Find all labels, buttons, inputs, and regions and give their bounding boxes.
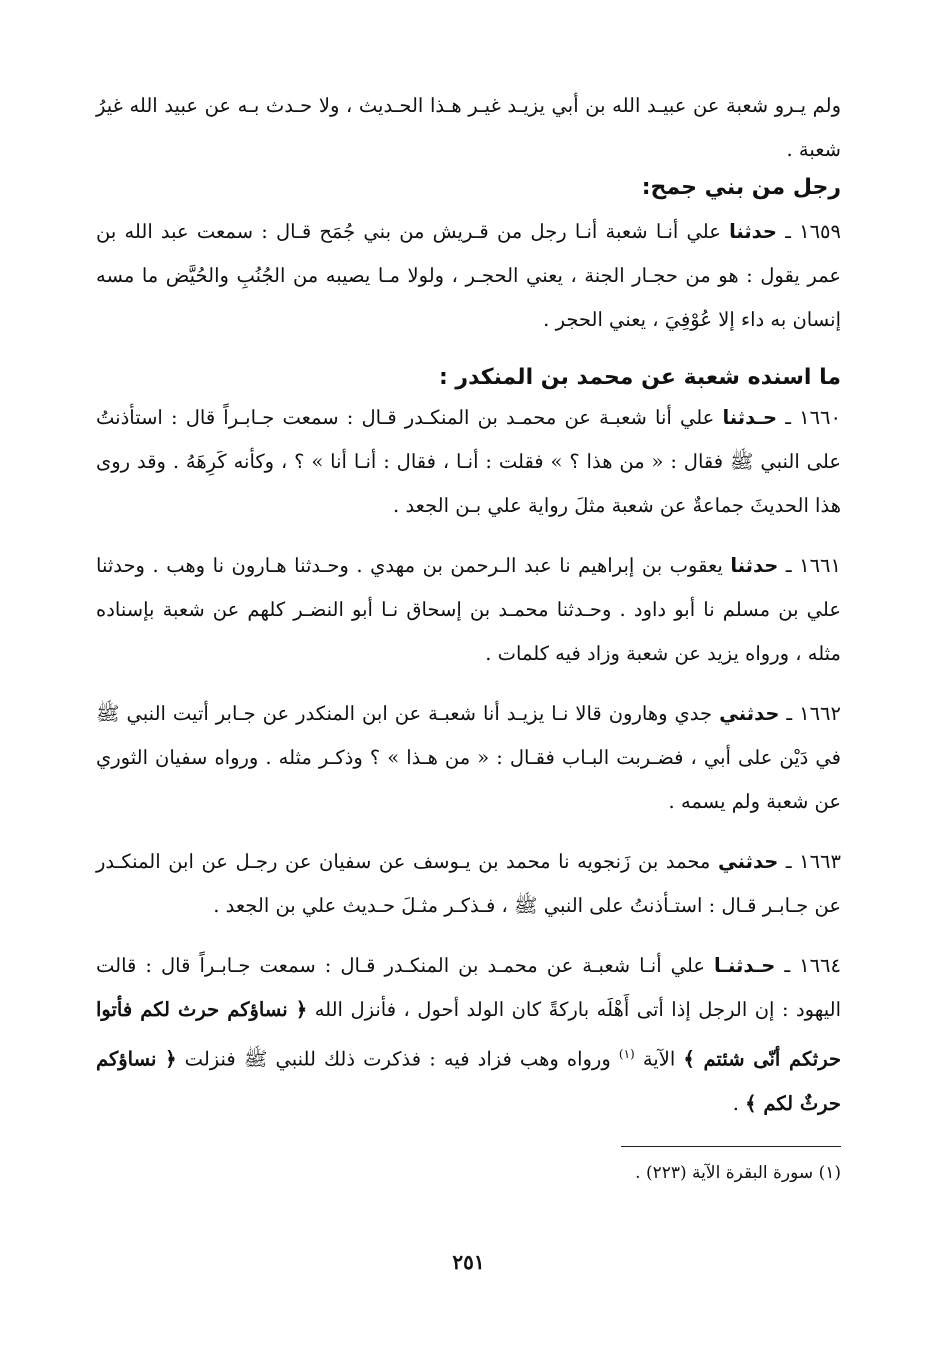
section-heading-ibn-munkadir: ما اسنده شعبة عن محمد بن المنكدر : <box>438 365 841 390</box>
hadith-keyword: حدثني <box>717 850 779 873</box>
footnote-divider <box>621 1146 841 1147</box>
hadith-number: ١٦٦٢ ـ <box>786 702 841 725</box>
hadith-keyword: حدثنا <box>729 220 777 243</box>
hadith-number: ١٦٦٤ ـ <box>784 954 842 977</box>
section-heading-bani-jumah: رجل من بني جمح: <box>641 175 841 200</box>
quran-verse: ﴿ نساؤكم حرث لكم فأتوا حرثكم أنّى شئتم ﴾ <box>96 998 842 1071</box>
hadith-keyword: حدثني <box>719 702 780 725</box>
hadith-text: علي أنا شعبـة عن محمـد بن المنكـدر قـال : سمعت جـابـراً قال : استأذنتُ على النبي ﷺ فقال : « من هذا ؟ » فقلت : أنـا ، فقال : أنـا أنا » ؟ ، وكأنه كَرِهَهُ . وقد روى هذا الحديثَ جماعةٌ عن شعبة مثلَ رواية علي بـن الجعد . <box>96 406 841 517</box>
hadith-number: ١٦٦٠ ـ <box>785 406 841 429</box>
hadith-keyword: حـدثنـا <box>714 954 776 977</box>
hadith-text: علي أنـا شعبـة عن محمـد بن المنكـدر قـال : سمعت جـابـراً قال : قالت اليهود : إن الرجل إذا أتى أَهْلَه باركةً كان الولد أحول ، فأنزل الله <box>96 954 841 1021</box>
hadith-text: الآية <box>642 1047 676 1071</box>
hadith-1663 <box>96 840 841 928</box>
hadith-text: علي أنـا شعبة أنـا رجل من قـريش من بني جُمَح قـال : سمعت عبد الله بن عمر يقول : هو من حجـار الجنة ، يعني الحجـر ، ولولا مـا يصيبه من الجُنُبِ والحُيَّض ما مسه إنسان به داء إلا عُوْفِيَ ، يعني الحجر . <box>96 220 841 331</box>
hadith-1659 <box>96 210 841 342</box>
intro-paragraph: ولم يـرو شعبة عن عبيـد الله بن أبي يزيـد غيـر هـذا الحـديث ، ولا حـدث بـه عن عبيد الله غيرُ شعبة . <box>96 94 841 161</box>
hadith-text: يعقوب بن إبراهيم نا عبد الـرحمن بن مهدي . وحـدثنا هـارون نا وهب . وحدثنا علي بن مسلم نا أبو داود . وحـدثنا محمـد بن إسحاق نـا أبو النضـر كلهم عن شعبة بإسناده مثله ، ورواه يزيد عن شعبة وزاد فيه كلمات . <box>96 554 841 665</box>
page-number: ٢٥١ <box>452 1250 485 1274</box>
hadith-1664 <box>96 944 841 1126</box>
hadith-1661 <box>96 544 841 676</box>
hadith-1660 <box>96 396 841 528</box>
hadith-keyword: حدثنا <box>730 554 779 577</box>
footnote-ref: (١) <box>618 1047 635 1061</box>
hadith-1662 <box>96 692 841 824</box>
hadith-text: . <box>732 1091 739 1115</box>
hadith-number: ١٦٦٣ ـ <box>785 850 841 873</box>
hadith-number: ١٦٦١ ـ <box>785 554 842 577</box>
hadith-text: ورواه وهب فزاد فيه : فذكرت ذلك للنبي ﷺ فنزلت <box>184 1047 611 1071</box>
hadith-text: محمد بن زَنجويه نا محمد بن يـوسف عن سفيان عن رجـل عن ابن المنكـدر عن جـابـر قـال : استـأذنتُ على النبي ﷺ ، فـذكـر مثـلَ حـديث علي بن الجعد . <box>96 850 841 917</box>
hadith-text: جدي وهارون قالا نـا يزيـد أنا شعبـة عن ابن المنكدر عن جـابر أتيت النبي ﷺ في دَيْن على أبي ، فضـربت البـاب فقـال : « من هـذا » ؟ وذكـر مثله . ورواه سفيان الثوري عن شعبة ولم يسمه . <box>96 702 841 813</box>
hadith-keyword: حـدثنا <box>722 406 778 429</box>
quran-verse: ﴿ نساؤكم حرثٌ لكم ﴾ <box>96 1047 841 1115</box>
hadith-number: ١٦٥٩ ـ <box>785 220 841 243</box>
footnote: (١) سورة البقرة الآية (٢٢٣) . <box>635 1162 841 1183</box>
